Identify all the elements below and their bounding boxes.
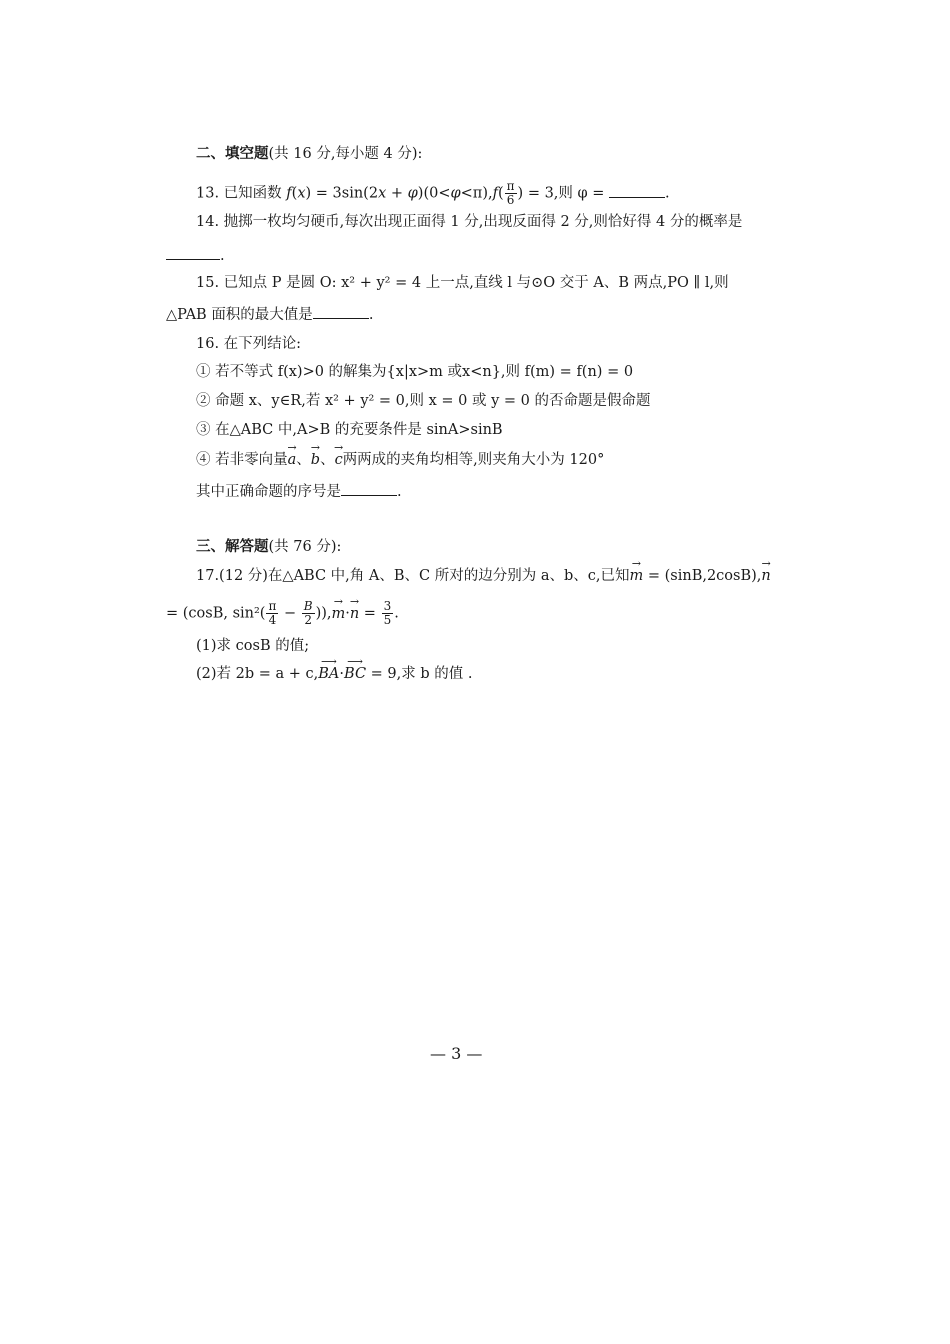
vector-c: → c	[335, 450, 343, 470]
q17-fraction-35: $\frac{3}{5}$	[383, 599, 392, 627]
q15-line-1: 15. 已知点 P 是圆 O: x² + y² = 4 上一点,直线 l 与⊙O 交于 A、B 两点,PO ∥ l,则	[196, 275, 729, 291]
q17-part-1: (1)求 cosB 的值;	[196, 638, 310, 654]
q17-formula-end: )),	[315, 605, 332, 622]
section-3-note: (共 76 分):	[268, 539, 342, 555]
vector-a: → a	[288, 450, 297, 470]
q17-line-1	[196, 566, 771, 586]
q16-item-1: ① 若不等式 f(x)>0 的解集为{x|x>m 或x<n},则 f(m) = f(n) = 0	[196, 364, 634, 380]
q16-answer-blank[interactable]	[341, 481, 397, 496]
q13-number: 13.	[196, 185, 220, 202]
q17-fraction-pi4: $\frac{\pi}{4}$	[268, 599, 277, 627]
section-3-heading	[196, 537, 341, 557]
vector-n-2: → n	[350, 601, 359, 627]
vector-m: → m	[630, 566, 644, 586]
q17-part-2-text: (2)若 2b = a + c,	[196, 666, 319, 682]
q16-title: 16. 在下列结论:	[196, 336, 302, 352]
q17-part-2: (2)若 2b = a + c,⟶ BA·⟶ BC = 9,求 b 的值 .	[196, 664, 472, 684]
q15-answer-blank[interactable]	[313, 304, 369, 319]
section-2-title: 二、填空题	[196, 145, 269, 162]
q13-answer-blank[interactable]	[609, 183, 665, 198]
q17-fraction-b2: $\frac{B}{2}$	[303, 599, 313, 627]
q13-fraction: $\frac{\pi}{6}$	[506, 179, 515, 207]
q15-line-2	[166, 304, 373, 325]
vector-m-2: → m	[332, 601, 346, 627]
q13-text-2: ,则 φ =	[553, 185, 610, 202]
page-number: — 3 —	[430, 1044, 483, 1063]
q14-line-1: 14. 抛掷一枚均匀硬币,每次出现正面得 1 分,出现反面得 2 分,则恰好得 4 分的概率是	[196, 214, 743, 230]
q16-item-4-text-2: 两两成的夹角均相等,则夹角大小为 120°	[342, 452, 605, 468]
vector-ba: ⟶ BA	[318, 664, 339, 684]
q17-formula-start: = (cosB, sin²(	[166, 605, 266, 622]
section-2-heading	[196, 144, 422, 164]
q16-answer-line	[196, 481, 402, 502]
vector-bc: ⟶ BC	[344, 664, 366, 684]
q15-text: △PAB 面积的最大值是	[166, 307, 313, 323]
q16-item-3: ③ 在△ABC 中,A>B 的充要条件是 sinA>sinB	[196, 422, 503, 438]
q17-text: 17.(12 分)在△ABC 中,角 A、B、C 所对的边分别为 a、b、c,已知	[196, 568, 630, 584]
q17-text-2: = (sinB,2cosB),	[643, 568, 762, 584]
q13-text: 已知函数	[223, 185, 287, 202]
q14-line-2	[166, 245, 225, 266]
section-3-title: 三、解答题	[196, 538, 269, 555]
vector-n: → n	[761, 566, 770, 586]
question-13: 13. 已知函数 f(x) = 3sin(2x + φ)(0<φ<π),f( $\frac{\pi}{6}$ ) = 3,则 φ = .	[196, 179, 670, 207]
q14-answer-blank[interactable]	[166, 245, 220, 260]
q16-answer-text: 其中正确命题的序号是	[196, 484, 341, 500]
vector-b: → b	[311, 450, 320, 470]
q14-end: .	[220, 248, 225, 264]
q16-item-4-text: ④ 若非零向量	[196, 452, 288, 468]
q16-item-4: ④ 若非零向量→ a、→ b、→ c两两成的夹角均相等,则夹角大小为 120°	[196, 450, 604, 470]
section-2-note: (共 16 分,每小题 4 分):	[268, 146, 423, 162]
q13-end: .	[665, 185, 670, 202]
q17-line-2: = (cosB, sin²( $\frac{\pi}{4}$ − $\frac{B}{2}$ )),→ m·→ n = $\frac{3}{5}$ .	[166, 600, 399, 627]
q16-item-2: ② 命题 x、y∈R,若 x² + y² = 0,则 x = 0 或 y = 0 的否命题是假命题	[196, 393, 651, 409]
q15-end: .	[368, 307, 374, 323]
q17-part-2-text-2: = 9,求 b 的值 .	[366, 666, 473, 682]
q16-end: .	[397, 484, 402, 500]
